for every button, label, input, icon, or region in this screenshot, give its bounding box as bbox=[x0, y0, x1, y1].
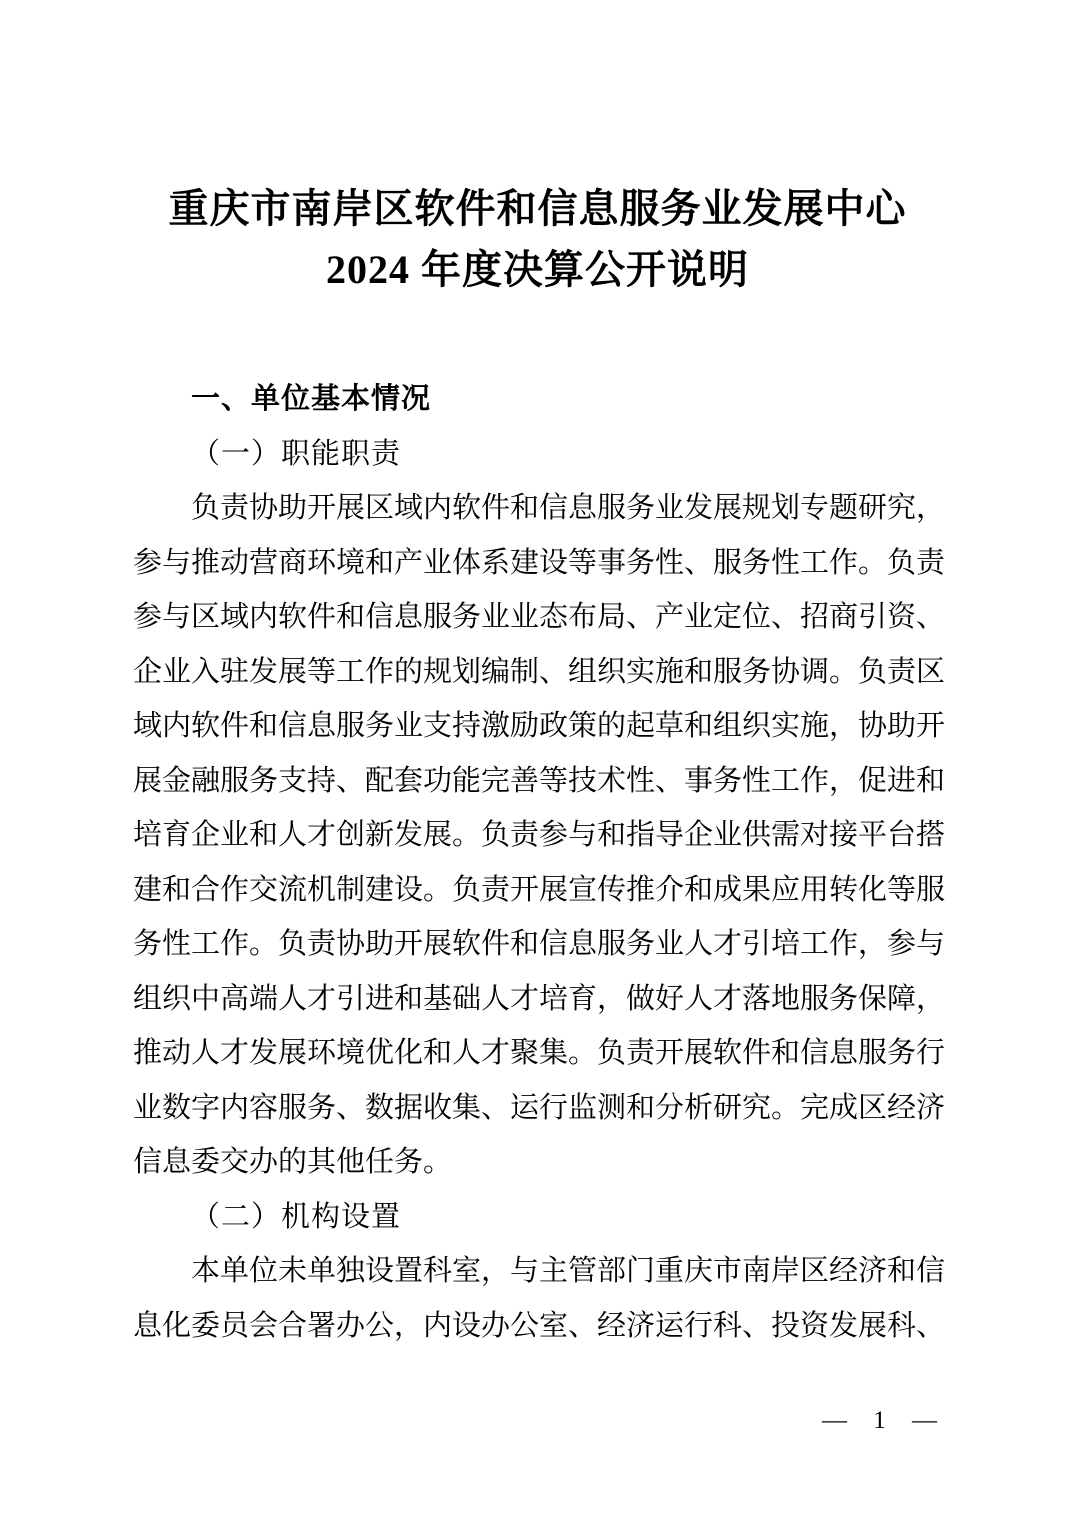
document-title-line2: 2024 年度决算公开说明 bbox=[326, 247, 749, 292]
section-heading-unit-basic-info: 一、单位基本情况 bbox=[191, 383, 432, 415]
document-title bbox=[0, 178, 1075, 300]
document-body bbox=[133, 372, 945, 1353]
page-number: — 1 — bbox=[822, 1407, 947, 1434]
paragraph-duties: 负责协助开展区域内软件和信息服务业发展规划专题研究，参与推动营商环境和产业体系建设等事务性、服务性工作。负责参与区域内软件和信息服务业业态布局、产业定位、招商引资、企业入驻发展等工作的规划编制、组织实施和服务协调。负责区域内软件和信息服务业支持激励政策的起草和组织实施，协助开展金融服务支持、配套功能完善等技术性、事务性工作，促进和培育企业和人才创新发展。负责参与和指导企业供需对接平台搭建和合作交流机制建设。负责开展宣传推介和成果应用转化等服务性工作。负责协助开展软件和信息服务业人才引培工作，参与组织中高端人才引进和基础人才培育，做好人才落地服务保障，推动人才发展环境优化和人才聚集。负责开展软件和信息服务行业数字内容服务、数据收集、运行监测和分析研究。完成区经济信息委交办的其他任务。 bbox=[133, 492, 946, 1178]
subsection-heading-organization: （二）机构设置 bbox=[191, 1200, 402, 1233]
page-footer bbox=[822, 1406, 947, 1436]
subsection-heading-duties: （一）职能职责 bbox=[191, 437, 402, 470]
document-title-line1: 重庆市南岸区软件和信息服务业发展中心 bbox=[168, 186, 907, 231]
paragraph-organization: 本单位未单独设置科室，与主管部门重庆市南岸区经济和信息化委员会合署办公，内设办公室、经济运行科、投资发展科、 bbox=[133, 1255, 946, 1342]
